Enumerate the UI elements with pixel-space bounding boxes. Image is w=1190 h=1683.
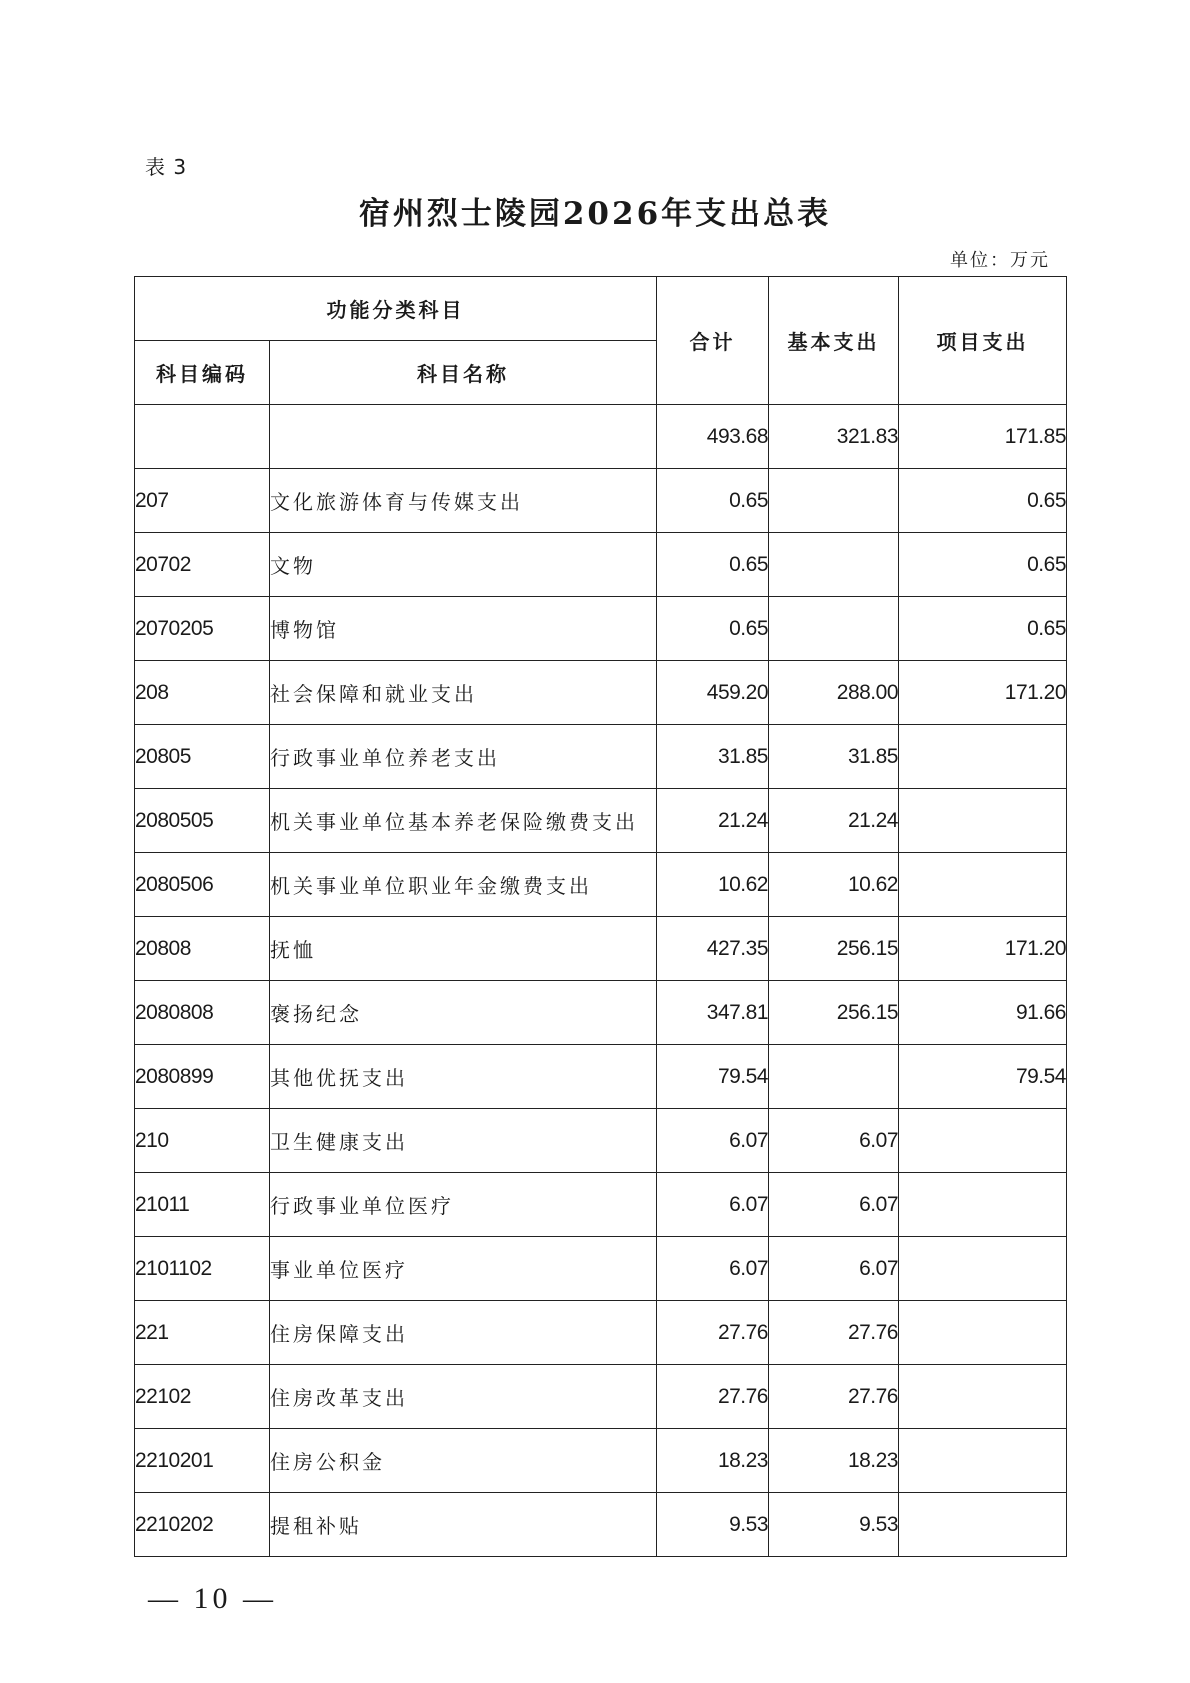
project-cell — [899, 1173, 1067, 1237]
subject-name-cell: 机关事业单位基本养老保险缴费支出 — [270, 789, 657, 853]
table-row — [135, 1301, 1067, 1365]
header-function-category: 功能分类科目 — [135, 277, 657, 341]
table-row — [135, 1109, 1067, 1173]
total-cell: 347.81 — [657, 981, 769, 1045]
subject-name-cell: 其他优抚支出 — [270, 1045, 657, 1109]
subject-name-cell: 住房改革支出 — [270, 1365, 657, 1429]
total-cell: 6.07 — [657, 1173, 769, 1237]
header-total: 合计 — [657, 277, 769, 405]
page-number: — 10 — — [148, 1582, 277, 1615]
basic-cell — [769, 597, 899, 661]
table-row — [135, 661, 1067, 725]
subject-code-cell: 20805 — [135, 725, 270, 789]
subject-code-cell: 210 — [135, 1109, 270, 1173]
table-body — [135, 405, 1067, 1557]
subject-name-cell: 博物馆 — [270, 597, 657, 661]
table-label: 表 3 — [145, 155, 188, 179]
header-project-expenditure: 项目支出 — [899, 277, 1067, 405]
project-cell — [899, 1109, 1067, 1173]
total-cell: 493.68 — [657, 405, 769, 469]
subject-code-cell: 207 — [135, 469, 270, 533]
basic-cell: 31.85 — [769, 725, 899, 789]
basic-cell: 21.24 — [769, 789, 899, 853]
basic-cell — [769, 533, 899, 597]
total-cell: 27.76 — [657, 1301, 769, 1365]
total-cell: 0.65 — [657, 597, 769, 661]
subject-code-cell — [135, 405, 270, 469]
total-cell: 10.62 — [657, 853, 769, 917]
subject-name-cell: 提租补贴 — [270, 1493, 657, 1557]
subject-code-cell: 2210202 — [135, 1493, 270, 1557]
subject-code-cell: 2070205 — [135, 597, 270, 661]
basic-cell — [769, 1045, 899, 1109]
table-row — [135, 1365, 1067, 1429]
basic-cell: 256.15 — [769, 981, 899, 1045]
subject-name-cell — [270, 405, 657, 469]
unit-label: 单位：万元 — [950, 250, 1050, 271]
project-cell: 171.20 — [899, 917, 1067, 981]
total-cell: 27.76 — [657, 1365, 769, 1429]
subject-code-cell: 2080899 — [135, 1045, 270, 1109]
subject-name-cell: 抚恤 — [270, 917, 657, 981]
subject-code-cell: 2080505 — [135, 789, 270, 853]
subject-name-cell: 褒扬纪念 — [270, 981, 657, 1045]
subject-name-cell: 住房公积金 — [270, 1429, 657, 1493]
project-cell: 171.20 — [899, 661, 1067, 725]
subject-code-cell: 2080506 — [135, 853, 270, 917]
project-cell — [899, 1237, 1067, 1301]
basic-cell: 321.83 — [769, 405, 899, 469]
header-subject-code: 科目编码 — [135, 341, 270, 405]
basic-cell: 6.07 — [769, 1109, 899, 1173]
basic-cell: 18.23 — [769, 1429, 899, 1493]
subject-code-cell: 2210201 — [135, 1429, 270, 1493]
total-cell: 0.65 — [657, 469, 769, 533]
header-basic-expenditure: 基本支出 — [769, 277, 899, 405]
table-row — [135, 1493, 1067, 1557]
subject-name-cell: 行政事业单位养老支出 — [270, 725, 657, 789]
project-cell — [899, 1365, 1067, 1429]
subject-name-cell: 社会保障和就业支出 — [270, 661, 657, 725]
subject-code-cell: 20702 — [135, 533, 270, 597]
total-cell: 18.23 — [657, 1429, 769, 1493]
total-cell: 427.35 — [657, 917, 769, 981]
header-subject-name: 科目名称 — [270, 341, 657, 405]
basic-cell: 6.07 — [769, 1237, 899, 1301]
project-cell: 0.65 — [899, 469, 1067, 533]
basic-cell — [769, 469, 899, 533]
project-cell: 0.65 — [899, 533, 1067, 597]
table-row — [135, 917, 1067, 981]
project-cell — [899, 789, 1067, 853]
basic-cell: 256.15 — [769, 917, 899, 981]
subject-code-cell: 20808 — [135, 917, 270, 981]
total-cell: 459.20 — [657, 661, 769, 725]
subject-code-cell: 208 — [135, 661, 270, 725]
subject-name-cell: 卫生健康支出 — [270, 1109, 657, 1173]
table-row — [135, 1237, 1067, 1301]
total-cell: 31.85 — [657, 725, 769, 789]
basic-cell: 27.76 — [769, 1365, 899, 1429]
subject-name-cell: 事业单位医疗 — [270, 1237, 657, 1301]
subject-code-cell: 221 — [135, 1301, 270, 1365]
table-row — [135, 981, 1067, 1045]
project-cell — [899, 1493, 1067, 1557]
total-cell: 21.24 — [657, 789, 769, 853]
subject-name-cell: 行政事业单位医疗 — [270, 1173, 657, 1237]
table-row — [135, 597, 1067, 661]
table-row — [135, 789, 1067, 853]
table-row — [135, 469, 1067, 533]
table-row — [135, 405, 1067, 469]
table-row — [135, 1045, 1067, 1109]
subject-code-cell: 22102 — [135, 1365, 270, 1429]
table-row — [135, 725, 1067, 789]
basic-cell: 27.76 — [769, 1301, 899, 1365]
table-row — [135, 853, 1067, 917]
subject-name-cell: 文化旅游体育与传媒支出 — [270, 469, 657, 533]
document-title: 宿州烈士陵园2026年支出总表 — [358, 196, 832, 232]
project-cell: 0.65 — [899, 597, 1067, 661]
project-cell — [899, 1301, 1067, 1365]
total-cell: 6.07 — [657, 1237, 769, 1301]
total-cell: 0.65 — [657, 533, 769, 597]
subject-name-cell: 住房保障支出 — [270, 1301, 657, 1365]
project-cell: 171.85 — [899, 405, 1067, 469]
total-cell: 79.54 — [657, 1045, 769, 1109]
table-row — [135, 1429, 1067, 1493]
basic-cell: 288.00 — [769, 661, 899, 725]
subject-name-cell: 机关事业单位职业年金缴费支出 — [270, 853, 657, 917]
expenditure-table — [134, 276, 1067, 1557]
basic-cell: 9.53 — [769, 1493, 899, 1557]
total-cell: 6.07 — [657, 1109, 769, 1173]
subject-code-cell: 2080808 — [135, 981, 270, 1045]
project-cell: 79.54 — [899, 1045, 1067, 1109]
basic-cell: 6.07 — [769, 1173, 899, 1237]
project-cell: 91.66 — [899, 981, 1067, 1045]
project-cell — [899, 725, 1067, 789]
table-row — [135, 533, 1067, 597]
basic-cell: 10.62 — [769, 853, 899, 917]
header-row-1 — [135, 277, 1067, 341]
total-cell: 9.53 — [657, 1493, 769, 1557]
subject-code-cell: 2101102 — [135, 1237, 270, 1301]
project-cell — [899, 853, 1067, 917]
subject-code-cell: 21011 — [135, 1173, 270, 1237]
subject-name-cell: 文物 — [270, 533, 657, 597]
table-row — [135, 1173, 1067, 1237]
project-cell — [899, 1429, 1067, 1493]
